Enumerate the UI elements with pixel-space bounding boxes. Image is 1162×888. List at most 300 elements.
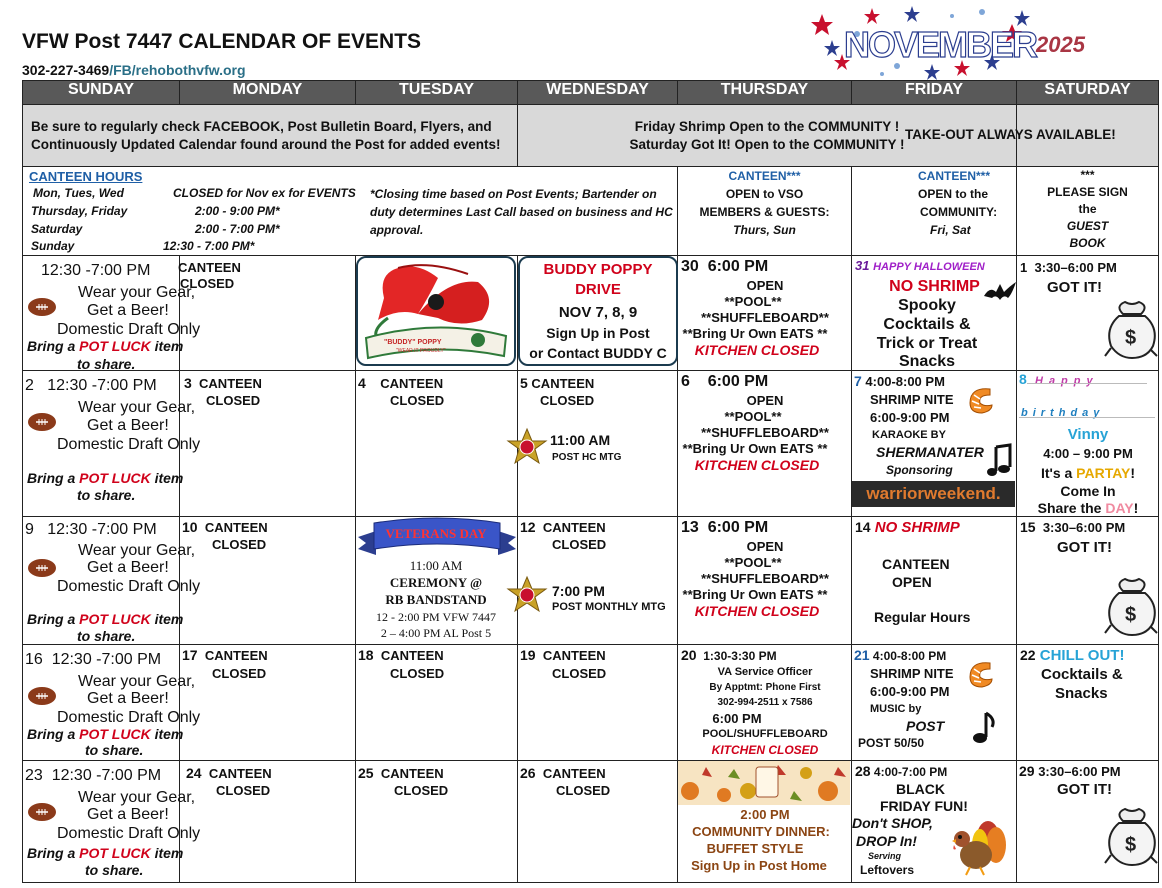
sat-date-time (1020, 519, 1125, 535)
sun-beer: Get a Beer! (87, 806, 169, 823)
sun-wear-gear: Wear your Gear, (78, 399, 196, 416)
open-label: OPEN (892, 574, 932, 590)
day-cell-thu-oct30 (678, 256, 852, 371)
notice-left: Be sure to regularly check FACEBOOK, Post Bulletin Board, Flyers, and Continuously Updated Calendar found around the Post for added events! (23, 105, 518, 167)
day-cell-fri-nov7 (852, 371, 1017, 517)
sat-time: 3:30–6:00 PM (1034, 260, 1117, 275)
sun-beer: Get a Beer! (87, 559, 169, 576)
thu-date-time (681, 647, 777, 663)
date-number: 1 (1020, 260, 1028, 275)
hours-day: Mon, Tues, Wed (33, 186, 124, 200)
got-it-label: GOT IT! (1047, 279, 1102, 296)
date-number: 20 (681, 647, 697, 663)
potluck-a: Bring a (27, 845, 80, 861)
sun-share: to share. (77, 356, 136, 372)
buffet-style: BUFFET STYLE (706, 841, 804, 856)
birthday-name: Vinny (1067, 426, 1109, 443)
day-cell-tue-nov11 (356, 517, 518, 645)
black-label: BLACK (896, 781, 945, 797)
closed-label: CLOSED (390, 666, 445, 681)
sun-time: 12:30 -7:00 PM (47, 521, 157, 538)
sun-date-time (25, 521, 157, 539)
dinner-time: 2:00 PM (740, 807, 790, 822)
potluck-c: item (150, 470, 184, 486)
monthly-mtg-label: POST MONTHLY MTG (552, 601, 666, 613)
weekday-tuesday: TUESDAY (356, 81, 518, 105)
potluck-c: item (150, 338, 184, 354)
money-bag-icon (1105, 575, 1159, 637)
closed-label: CLOSED (180, 276, 235, 291)
sun-date-time (25, 651, 161, 669)
sat-date-time (1019, 763, 1121, 779)
day-cell-wed-nov5 (518, 371, 678, 517)
football-icon (27, 801, 57, 823)
closed-label: CLOSED (540, 393, 595, 408)
fri-time: 4:00-8:00 PM (872, 649, 947, 663)
hours-time: CLOSED for Nov ex for EVENTS (173, 186, 356, 200)
poppy-drive-title2: DRIVE (575, 281, 621, 298)
sat-time: 3:30–6:00 PM (1042, 520, 1126, 535)
football-icon (27, 411, 57, 433)
friday-hours (852, 167, 1017, 256)
thu-date-time (681, 519, 768, 537)
day-cell-thu-nov20 (678, 645, 852, 761)
fri-date-time (854, 647, 946, 663)
sun-potluck (27, 470, 183, 486)
sun-draft: Domestic Draft Only (57, 825, 201, 842)
month-banner (812, 4, 1037, 78)
thu-hours-line: CANTEEN*** (728, 169, 801, 183)
money-bag-icon (1105, 298, 1159, 360)
closed-label: CLOSED (394, 783, 449, 798)
potluck-a: Bring a (27, 470, 80, 486)
partay-c: ! (1130, 465, 1136, 481)
mon-canteen (182, 519, 268, 535)
fri-date-time (855, 763, 947, 779)
sat-hours-line: the (1078, 202, 1097, 216)
day-cell-mon-nov3 (180, 371, 356, 517)
sun-wear-gear: Wear your Gear, (78, 673, 196, 690)
halloween-text: HAPPY HALLOWEEN (873, 261, 985, 273)
fri-time: 4:00-8:00 PM (865, 374, 945, 389)
football-icon (27, 685, 57, 707)
day-cell-tue-nov4 (356, 371, 518, 517)
sun-beer: Get a Beer! (87, 302, 169, 319)
thu-time: 6:00 PM (707, 258, 769, 275)
weekday-thursday: THURSDAY (678, 81, 852, 105)
fri-hours-line: COMMUNITY: (920, 205, 998, 219)
music-note-icon (970, 711, 998, 745)
monthly-mtg-time: 7:00 PM (552, 583, 605, 599)
hours-time: 2:00 - 9:00 PM* (195, 204, 280, 218)
cocktails-label: Cocktails & (1041, 666, 1123, 683)
sun-draft: Domestic Draft Only (57, 709, 201, 726)
canteen-label: CANTEEN (542, 648, 606, 663)
day-cell-wed-nov12 (518, 517, 678, 645)
hours-day: Saturday (31, 222, 83, 236)
date-number: 31 (855, 258, 870, 273)
vfw-emblem-icon (506, 575, 548, 615)
mon-canteen (184, 375, 262, 391)
spooky-label: Spooky (898, 297, 956, 314)
sun-draft: Domestic Draft Only (57, 436, 201, 453)
potluck-b: POT LUCK (79, 726, 151, 742)
mon-canteen (182, 647, 268, 663)
al-post-time: 2 – 4:00 PM AL Post 5 (380, 626, 492, 640)
takeout-note: TAKE-OUT ALWAYS AVAILABLE! (905, 127, 1116, 142)
date-number: 23 (25, 767, 43, 784)
notice-gotit: Saturday Got It! Open to the COMMUNITY ! (629, 136, 905, 152)
regular-hours-label: Regular Hours (874, 609, 971, 625)
happy-bunting: Happy (1035, 375, 1099, 387)
ceremony-label: CEREMONY @ (389, 575, 483, 590)
va-appointment: By Apptmt: Phone First (709, 682, 821, 693)
sun-wear-gear: Wear your Gear, (78, 284, 196, 301)
date-number: 3 (184, 375, 192, 391)
share-c: ! (1133, 500, 1139, 516)
week-row-4 (23, 645, 1159, 761)
halloween-banner (855, 258, 985, 273)
day-cell-sat-nov29 (1017, 761, 1159, 883)
tue-canteen (358, 647, 444, 663)
hours-row (23, 167, 1159, 256)
ceremony-time: 11:00 AM (409, 558, 463, 573)
thu-pool: **POOL** (724, 294, 782, 309)
date-number: 10 (182, 519, 198, 535)
pool-shuffle: POOL/SHUFFLEBOARD (702, 728, 828, 740)
canteen-label: CANTEEN (542, 520, 606, 535)
date-number: 7 (854, 373, 862, 389)
day-cell-sun-nov2 (23, 371, 201, 517)
day-cell-sat-nov22 (1017, 645, 1159, 761)
sun-wear-gear: Wear your Gear, (78, 542, 196, 559)
weekday-saturday: SATURDAY (1017, 81, 1159, 105)
sat-time: 3:30–6:00 PM (1038, 764, 1121, 779)
bandstand-label: RB BANDSTAND (385, 592, 487, 607)
thu-open: OPEN (746, 278, 784, 293)
potluck-b: POT LUCK (79, 338, 151, 354)
closing-note: *Closing time based on Post Events; Bartender on duty determines Last Call based on business and HC approval. (370, 187, 673, 237)
potluck-b: POT LUCK (79, 845, 151, 861)
facebook-link[interactable]: /FB/rehobothvfw.org (109, 62, 246, 78)
day-cell-mon-nov24 (180, 761, 356, 883)
poppy-image (356, 256, 516, 366)
date-number: 17 (182, 647, 198, 663)
va-officer: VA Service Officer (717, 666, 813, 678)
thu-kitchen: KITCHEN CLOSED (694, 342, 820, 358)
notice-shrimp: Friday Shrimp Open to the COMMUNITY ! (634, 118, 900, 134)
day-cell-sat-nov15 (1017, 517, 1159, 645)
poppy-drive-title: BUDDY POPPY (543, 261, 653, 278)
weekday-monday: MONDAY (180, 81, 356, 105)
partay-b: PARTAY (1076, 465, 1131, 481)
thu-hours-line: MEMBERS & GUESTS: (699, 205, 830, 219)
leftovers-label: Leftovers (860, 863, 915, 877)
dont-shop-label: Don't SHOP, (852, 815, 933, 831)
fri-hours-line: OPEN to the (918, 187, 989, 201)
thu-hours-line: OPEN to VSO (725, 187, 804, 201)
week-row-1 (23, 256, 1159, 371)
canteen-label: CANTEEN (199, 376, 262, 391)
date-number: 8 (1019, 371, 1027, 387)
sun-wear-gear: Wear your Gear, (78, 789, 196, 806)
date-number: 29 (1019, 763, 1035, 779)
poppy-text: "BUDDY" POPPY (384, 339, 442, 346)
chill-out-line (1020, 647, 1124, 664)
serving-label: Serving (868, 851, 902, 861)
thursday-hours (678, 167, 852, 256)
shrimp-icon (964, 659, 998, 691)
weekday-header-row (23, 81, 1159, 105)
week-row-5 (23, 761, 1159, 883)
sun-draft: Domestic Draft Only (57, 321, 201, 338)
thu-kitchen: KITCHEN CLOSED (694, 457, 820, 473)
potluck-c: item (150, 845, 184, 861)
sun-beer: Get a Beer! (87, 690, 169, 707)
thu-kitchen: KITCHEN CLOSED (694, 603, 820, 619)
wed-canteen (520, 647, 606, 663)
football-icon (27, 557, 57, 579)
day-cell-thu-nov13 (678, 517, 852, 645)
canteen-label: CANTEEN (882, 556, 950, 572)
come-in-label: Come In (1060, 483, 1116, 499)
closed-label: CLOSED (212, 666, 267, 681)
date-number: 18 (358, 647, 374, 663)
date-number: 22 (1020, 647, 1036, 663)
friday-fun-label: FRIDAY FUN! (880, 798, 968, 814)
turkey-icon (944, 817, 1010, 875)
sun-share: to share. (85, 742, 144, 758)
vfw-emblem-icon (506, 427, 548, 467)
notice-row (23, 105, 1159, 167)
closed-label: CLOSED (216, 783, 271, 798)
thu-hours-line: Thurs, Sun (733, 223, 796, 237)
thu-eats: **Bring Ur Own EATS ** (682, 587, 828, 602)
thanksgiving-banner-icon (678, 761, 850, 805)
day-cell-wed-nov26 (518, 761, 678, 883)
day-cell-sat-nov1 (1017, 256, 1159, 371)
date-number: 16 (25, 651, 43, 668)
community-dinner: COMMUNITY DINNER: (692, 824, 830, 839)
sun-potluck (27, 611, 183, 627)
closed-label: CLOSED (552, 537, 607, 552)
poppy-dates: NOV 7, 8, 9 (558, 304, 638, 321)
day-cell-mon-nov17 (180, 645, 356, 761)
day-cell-wed-oct29 (518, 256, 678, 371)
hours-day: Sunday (31, 239, 75, 253)
day-cell-sun-oct26 (23, 256, 201, 372)
canteen-label: CANTEEN (380, 376, 444, 391)
hc-mtg-time: 11:00 AM (550, 432, 611, 448)
sun-date-time (25, 767, 161, 785)
wed-canteen (520, 765, 606, 781)
potluck-b: POT LUCK (79, 470, 151, 486)
thu-pool: **POOL** (724, 409, 782, 424)
sun-time: 12:30 -7:00 PM (51, 651, 162, 668)
poppy-contact: or Contact BUDDY C (529, 345, 667, 361)
sun-share: to share. (85, 862, 144, 878)
day-cell-fri-nov14 (852, 517, 1017, 645)
thu-kitchen: KITCHEN CLOSED (711, 743, 819, 757)
potluck-a: Bring a (27, 611, 80, 627)
thu-pool: **POOL** (724, 555, 782, 570)
birthday-bunting: birthday (1021, 407, 1105, 419)
thu-open: OPEN (746, 393, 784, 408)
day-cell-fri-nov28 (852, 761, 1017, 883)
closed-label: CLOSED (212, 537, 267, 552)
date-number: 19 (520, 647, 536, 663)
sun-share: to share. (77, 628, 136, 644)
potluck-a: Bring a (27, 338, 80, 354)
partay-line (1017, 465, 1159, 481)
week-row-3 (23, 517, 1159, 645)
vfw-time: 12 - 2:00 PM VFW 7447 (376, 610, 496, 624)
date-number: 5 (520, 375, 528, 391)
veterans-day-title: VETERANS DAY (385, 526, 487, 541)
canteen-label: CANTEEN (380, 648, 444, 663)
day-cell-fri-nov21 (852, 645, 1017, 761)
sun-time: 12:30 -7:00 PM (51, 767, 162, 784)
chill-out-label: CHILL OUT! (1039, 647, 1125, 664)
post-label: POST (906, 718, 945, 734)
got-it-label: GOT IT! (1057, 781, 1112, 798)
sun-potluck (27, 726, 183, 742)
day-cell-tue-nov18 (356, 645, 518, 761)
weekday-wednesday: WEDNESDAY (518, 81, 678, 105)
sponsoring-label: Sponsoring (886, 463, 953, 477)
post-5050-label: POST 50/50 (858, 736, 925, 750)
hours-day: Thursday, Friday (31, 204, 128, 218)
svg-text:$: $ (1125, 834, 1137, 856)
sat-hours-line: *** (1080, 168, 1095, 182)
fri-no-shrimp (855, 519, 960, 536)
shrimp-nite-label: SHRIMP NITE (870, 666, 954, 681)
drop-in-label: DROP In! (856, 833, 917, 849)
page-title: VFW Post 7447 CALENDAR OF EVENTS (22, 30, 422, 53)
thu-date-time (681, 258, 768, 276)
potluck-a: Bring a (27, 726, 80, 742)
fri-hours-line: Fri, Sat (930, 223, 971, 237)
contact-line (22, 62, 246, 78)
share-a: Share the (1037, 500, 1106, 516)
sun-draft: Domestic Draft Only (57, 578, 201, 595)
thu-eats: **Bring Ur Own EATS ** (682, 441, 828, 456)
day-cell-mon-oct27 (180, 256, 356, 371)
canteen-label: CANTEEN (531, 376, 595, 391)
sun-potluck (27, 338, 183, 354)
sun-beer: Get a Beer! (87, 417, 169, 434)
share-b: DAY (1105, 500, 1134, 516)
fri-time: 4:00-7:00 PM (873, 765, 948, 779)
dinner-signup: Sign Up in Post Home (691, 858, 827, 873)
tue-canteen (358, 375, 443, 391)
day-cell-wed-nov19 (518, 645, 678, 761)
sat-date-time (1020, 260, 1117, 275)
poppy-signup: Sign Up in Post (546, 325, 650, 341)
karaoke-time: 6:00-9:00 PM (870, 410, 950, 425)
shrimp-icon (964, 385, 998, 417)
day-cell-thu-nov27 (678, 761, 852, 883)
canteen-label: CANTEEN (204, 648, 268, 663)
year-label: 2025 (1036, 32, 1085, 57)
va-phone: 302-994-2511 x 7586 (717, 697, 813, 708)
canteen-label: CANTEEN (208, 766, 272, 781)
wed-canteen (520, 519, 606, 535)
date-number: 9 (25, 521, 34, 538)
calendar-table (22, 80, 1159, 883)
potluck-c: item (150, 611, 184, 627)
warriorweekend-banner: warriorweekend. (852, 481, 1015, 507)
day-cell-fri-oct31 (852, 256, 1017, 371)
tue-canteen (358, 765, 444, 781)
date-number: 30 (681, 258, 699, 275)
closed-label: CLOSED (390, 393, 445, 408)
thu-shuffle: **SHUFFLEBOARD** (701, 571, 829, 586)
thu-shuffle: **SHUFFLEBOARD** (701, 310, 829, 325)
weekday-friday: FRIDAY (852, 81, 1017, 105)
thu-eats: **Bring Ur Own EATS ** (682, 326, 828, 341)
thu-open: OPEN (746, 539, 784, 554)
thu-shuffle: **SHUFFLEBOARD** (701, 425, 829, 440)
closed-label: CLOSED (552, 666, 607, 681)
day-cell-sat-nov8 (1017, 371, 1159, 517)
hours-time: 2:00 - 7:00 PM* (195, 222, 280, 236)
date-number: 13 (681, 519, 699, 536)
potluck-c: item (150, 726, 184, 742)
mon-canteen (186, 765, 272, 781)
closed-label: CLOSED (206, 393, 261, 408)
hours-time: 12:30 - 7:00 PM* (163, 239, 255, 253)
share-day-line (1017, 500, 1159, 516)
date-number: 15 (1020, 519, 1036, 535)
karaoke-by: KARAOKE BY (872, 429, 946, 441)
canteen-label: CANTEEN (380, 766, 444, 781)
date-number: 4 (358, 375, 366, 391)
day-cell-tue-oct28 (356, 256, 518, 371)
notice-right (905, 105, 1159, 167)
va-time: 1:30-3:30 PM (703, 649, 777, 663)
canteen-label: CANTEEN (204, 520, 268, 535)
snacks-label: Snacks (1055, 685, 1108, 702)
weekday-sunday: SUNDAY (23, 81, 180, 105)
bunting-string (1027, 383, 1147, 388)
day-cell-thu-nov6 (678, 371, 852, 517)
sat-hours-line: PLEASE SIGN (1047, 185, 1128, 199)
thu-time: 6:00 PM (707, 519, 769, 536)
football-icon (27, 296, 57, 318)
money-bag-icon (1105, 805, 1159, 867)
svg-text:$: $ (1125, 604, 1137, 626)
thu-date-time (681, 373, 768, 391)
canteen-label: CANTEEN (178, 260, 241, 275)
date-number: 24 (186, 765, 202, 781)
month-name: NOVEMBER (844, 24, 1037, 65)
svg-text:$: $ (1125, 327, 1137, 349)
sun-time: 12:30 -7:00 PM (47, 377, 157, 394)
snacks-label: Snacks (898, 353, 956, 370)
party-time: 4:00 – 9:00 PM (1043, 446, 1133, 461)
date-number: 28 (855, 763, 871, 779)
sun-date-time (25, 377, 157, 395)
fri-date-time (854, 373, 945, 389)
cocktails-label: Cocktails & (883, 316, 971, 333)
canteen-hours-title: CANTEEN HOURS (29, 169, 143, 184)
music-time: 6:00-9:00 PM (870, 684, 950, 699)
fri-hours-line: CANTEEN*** (918, 169, 991, 183)
phone-number: 302-227-3469 (22, 62, 110, 78)
sun-time: 12:30 -7:00 PM (41, 262, 151, 279)
date-number: 12 (520, 519, 536, 535)
